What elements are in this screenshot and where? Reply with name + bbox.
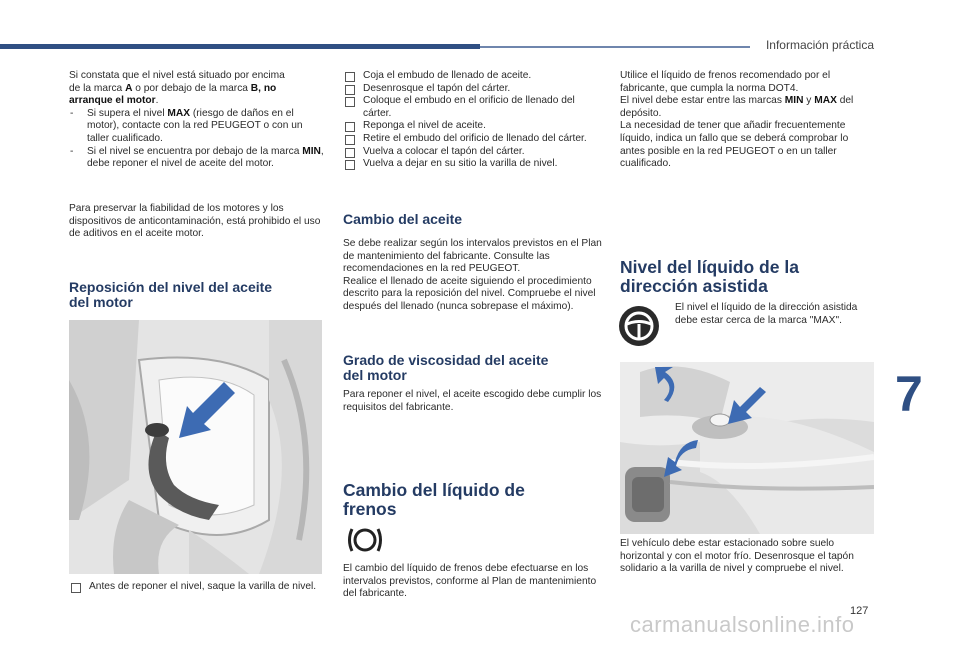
refill-steps bbox=[343, 70, 603, 171]
header-bar bbox=[0, 44, 480, 49]
viscosity-heading: Grado de viscosidad del aceite del motor bbox=[343, 352, 549, 383]
watermark: carmanualsonline.info bbox=[630, 612, 855, 637]
intro-line2: de la marca A o por debajo de la marca B, no bbox=[69, 82, 277, 94]
steering-fluid-heading: Nivel del líquido de la dirección asistida bbox=[620, 257, 799, 296]
level-marks: El nivel debe estar entre las marcas MIN y MAX del depósito. bbox=[620, 95, 854, 119]
step-item: Reponga el nivel de aceite. bbox=[343, 120, 603, 133]
steering-wheel-icon bbox=[618, 305, 660, 352]
header-rule bbox=[480, 46, 750, 48]
parked-text: El vehículo debe estar estacionado sobre suelo horizontal y con el motor frío. Desenrosque el tapón solidario a la varilla de nivel y compruebe el nivel. bbox=[620, 538, 854, 575]
intro-line3: arranque el motor. bbox=[69, 95, 159, 107]
mark-a: A bbox=[125, 82, 133, 94]
step-item: Coja el embudo de llenado de aceite. bbox=[343, 70, 603, 83]
bullet-max: - Si supera el nivel MAX (riesgo de daños en el motor), contacte con la red PEUGEOT o con un taller cualificado. bbox=[69, 108, 324, 146]
viscosity-text: Para reponer el nivel, el aceite escogido debe cumplir los requisitos del fabricante. bbox=[343, 389, 602, 413]
col1-intro bbox=[69, 70, 324, 171]
brake-fluid-heading: Cambio del líquido de frenos bbox=[343, 480, 525, 519]
page-number: 127 bbox=[850, 605, 869, 617]
steering-text: El nivel el líquido de la dirección asistida debe estar cerca de la marca "MAX". bbox=[675, 302, 858, 326]
chapter-number: 7 bbox=[895, 366, 923, 422]
refill-heading: Reposición del nivel del aceite del motor bbox=[69, 279, 273, 310]
section-title: Información práctica bbox=[765, 38, 874, 52]
brake-warning-icon bbox=[345, 524, 385, 561]
step-item: Retire el embudo del orificio de llenado del cárter. bbox=[343, 133, 603, 146]
engine-photo-oil bbox=[69, 320, 322, 574]
brake-change-text: El cambio del líquido de frenos debe efectuarse en los intervalos previstos, conforme al Plan de mantenimiento del fabricante. bbox=[343, 563, 597, 600]
step-item: Vuelva a dejar en su sitio la varilla de nivel. bbox=[343, 158, 603, 171]
step-item: Vuelva a colocar el tapón del cárter. bbox=[343, 146, 603, 159]
oil-change-heading: Cambio del aceite bbox=[343, 211, 463, 227]
bullet-min: - Si el nivel se encuentra por debajo de la marca MIN, debe reponer el nivel de aceite del motor. bbox=[69, 146, 324, 171]
step-pull-dipstick: Antes de reponer el nivel, saque la varilla de nivel. bbox=[69, 581, 324, 594]
intro-line1: Si constata que el nivel está situado por encima bbox=[69, 70, 285, 81]
engine-photo-steering bbox=[620, 362, 874, 534]
mark-b: B bbox=[250, 82, 259, 94]
brake-fluid-info: Utilice el líquido de frenos recomendado por el fabricante, que cumpla la norma DOT4. El nivel debe estar entre las marcas MIN y MAX del depósito. La necesidad de tener que añadir frecuentemente líquido, indica un fallo que se deberá comprobar lo antes posible en la red PEUGEOT o en un taller cualificado. bbox=[620, 70, 875, 171]
preserve-paragraph: Para preservar la fiabilidad de los motores y los dispositivos de anticontaminación, está prohibido el uso de aditivos en el aceite motor. bbox=[69, 203, 321, 240]
step-item: Desenrosque el tapón del cárter. bbox=[343, 83, 603, 96]
oil-change-text: Se debe realizar según los intervalos previstos en el Plan de mantenimiento del fabricante. Consulte las recomendaciones en la red PEUGEOT. Realice el llenado de aceite siguiendo el procedimiento descrito para la reposición del nivel. Compruebe el nivel después del llenado (nunca sobrepase el máximo). bbox=[343, 238, 602, 312]
step-item: Coloque el embudo en el orificio de llenado del cárter. bbox=[343, 95, 603, 120]
